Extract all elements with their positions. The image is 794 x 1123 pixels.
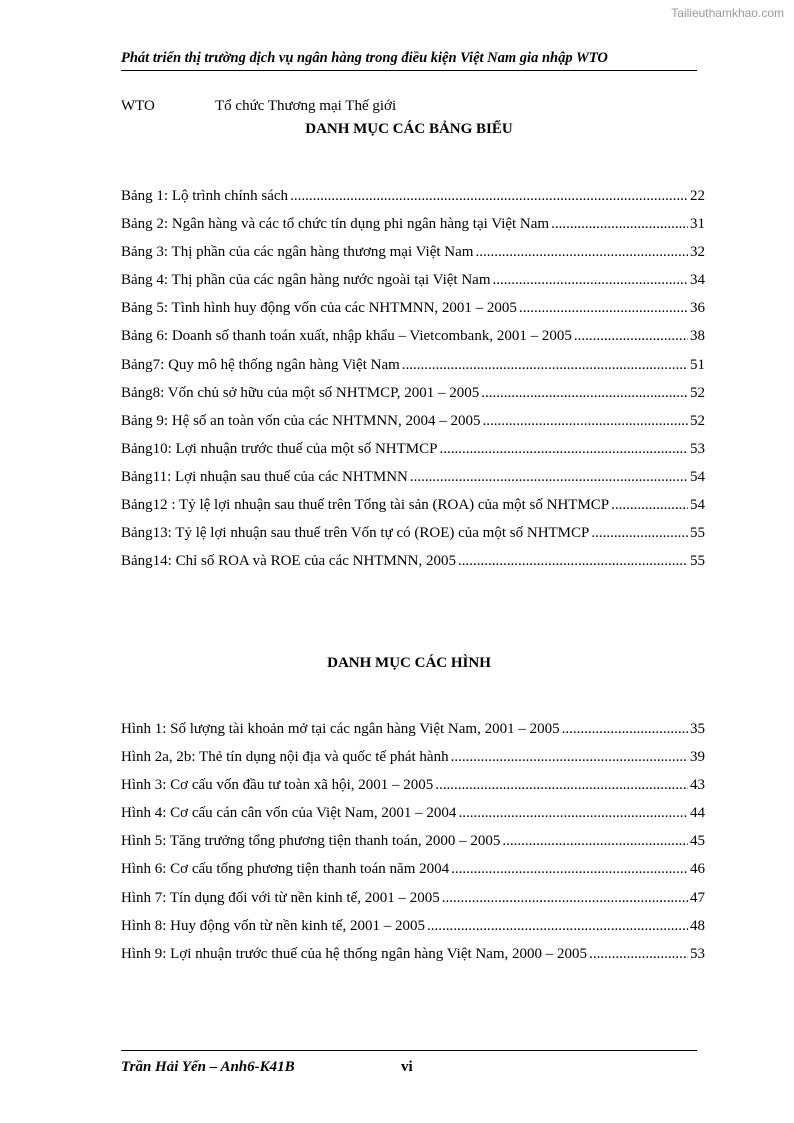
- toc-entry-page: 55: [690, 525, 705, 542]
- toc-entry-label: Bảng13: Tỷ lệ lợi nhuận sau thuế trên Vốn tự có (ROE) của một số NHTMCP: [121, 525, 590, 542]
- tables-list: [121, 187, 705, 580]
- toc-entry-label: Bảng 6: Doanh số thanh toán xuất, nhập khẩu – Vietcombank, 2001 – 2005: [121, 328, 572, 345]
- toc-entry-label: Bảng8: Vốn chủ sở hữu của một số NHTMCP, 2001 – 2005: [121, 384, 480, 401]
- toc-entry-label: Bảng 4: Thị phần của các ngân hàng nước ngoài tại Việt Nam: [121, 272, 491, 289]
- toc-entry-label: Hình 4: Cơ cấu cán cân vốn của Việt Nam, 2001 – 2004: [121, 805, 457, 822]
- toc-dot-leader: [458, 552, 688, 570]
- toc-entry-label: Bảng11: Lợi nhuận sau thuế của các NHTMNN: [121, 468, 408, 485]
- toc-entry-page: 51: [690, 356, 705, 373]
- toc-dot-leader: [481, 384, 688, 402]
- toc-entry[interactable]: [121, 804, 705, 832]
- toc-entry[interactable]: [121, 524, 705, 552]
- toc-dot-leader: [502, 832, 688, 850]
- toc-entry-label: Bảng10: Lợi nhuận trước thuế của một số NHTMCP: [121, 440, 438, 457]
- toc-entry[interactable]: [121, 187, 705, 215]
- toc-entry-page: 48: [690, 917, 705, 934]
- toc-entry[interactable]: [121, 412, 705, 440]
- toc-entry-label: Hình 7: Tín dụng đối với từ nền kinh tế, 2001 – 2005: [121, 889, 440, 906]
- toc-entry[interactable]: [121, 327, 705, 355]
- figures-section-title: DANH MỤC CÁC HÌNH: [327, 655, 491, 671]
- toc-entry[interactable]: [121, 384, 705, 412]
- toc-dot-leader: [589, 945, 688, 963]
- toc-entry-page: 31: [690, 216, 705, 233]
- toc-entry-page: 22: [690, 188, 705, 204]
- toc-entry[interactable]: [121, 748, 705, 776]
- toc-entry[interactable]: [121, 832, 705, 860]
- toc-dot-leader: [483, 412, 688, 430]
- toc-dot-leader: [458, 804, 688, 822]
- toc-dot-leader: [574, 327, 688, 345]
- toc-entry-page: 53: [690, 945, 705, 962]
- abbreviation-term: WTO: [121, 98, 155, 114]
- toc-dot-leader: [591, 524, 688, 542]
- toc-entry-label: Bảng 1: Lộ trình chính sách: [121, 188, 289, 204]
- toc-entry-page: 35: [690, 721, 705, 737]
- toc-entry-label: Bảng 2: Ngân hàng và các tổ chức tín dụng phi ngân hàng tại Việt Nam: [121, 216, 550, 233]
- toc-entry-page: 34: [690, 272, 705, 289]
- toc-entry-page: 38: [690, 328, 705, 345]
- abbreviation-definition: Tổ chức Thương mại Thế giới: [215, 98, 397, 114]
- toc-entry[interactable]: [121, 299, 705, 327]
- toc-entry-label: Bảng 5: Tình hình huy động vốn của các NHTMNN, 2001 – 2005: [121, 300, 517, 317]
- toc-entry-label: Bảng 9: Hệ số an toàn vốn của các NHTMNN, 2004 – 2005: [121, 412, 481, 429]
- toc-dot-leader: [290, 187, 688, 205]
- toc-dot-leader: [427, 917, 688, 935]
- toc-entry-label: Hình 6: Cơ cấu tổng phương tiện thanh toán năm 2004: [121, 861, 450, 878]
- toc-entry[interactable]: [121, 356, 705, 384]
- toc-entry-label: Hình 1: Số lượng tài khoản mở tại các ngân hàng Việt Nam, 2001 – 2005: [121, 721, 560, 737]
- toc-entry[interactable]: [121, 776, 705, 804]
- toc-entry-label: Bảng14: Chỉ số ROA và ROE của các NHTMNN, 2005: [121, 553, 456, 570]
- toc-entry-page: 45: [690, 833, 705, 850]
- toc-dot-leader: [493, 271, 689, 289]
- toc-entry[interactable]: [121, 468, 705, 496]
- toc-dot-leader: [611, 496, 688, 514]
- toc-entry-page: 36: [690, 300, 705, 317]
- toc-dot-leader: [551, 215, 688, 233]
- toc-entry[interactable]: [121, 945, 705, 973]
- toc-entry-label: Bảng7: Quy mô hệ thống ngân hàng Việt Nam: [121, 356, 400, 373]
- toc-entry-label: Hình 9: Lợi nhuận trước thuế của hệ thống ngân hàng Việt Nam, 2000 – 2005: [121, 945, 588, 962]
- toc-entry[interactable]: [121, 440, 705, 468]
- toc-entry-page: 52: [690, 412, 705, 429]
- toc-entry[interactable]: [121, 243, 705, 271]
- toc-dot-leader: [435, 776, 688, 794]
- figures-list: [121, 720, 705, 973]
- toc-entry-page: 47: [690, 889, 705, 906]
- toc-entry-page: 52: [690, 384, 705, 401]
- running-header: Phát triển thị trường dịch vụ ngân hàng trong điều kiện Việt Nam gia nhập WTO: [121, 50, 697, 71]
- toc-entry[interactable]: [121, 860, 705, 888]
- tables-section-title: DANH MỤC CÁC BẢNG BIỂU: [305, 121, 513, 137]
- toc-entry-label: Hình 3: Cơ cấu vốn đầu tư toàn xã hội, 2001 – 2005: [121, 777, 434, 794]
- toc-entry-page: 55: [690, 553, 705, 570]
- footer: [121, 1058, 697, 1076]
- footer-divider: [121, 1050, 697, 1051]
- toc-entry[interactable]: [121, 889, 705, 917]
- toc-entry[interactable]: [121, 215, 705, 243]
- toc-entry[interactable]: [121, 917, 705, 945]
- toc-dot-leader: [439, 440, 688, 458]
- toc-dot-leader: [451, 748, 688, 766]
- toc-dot-leader: [519, 299, 688, 317]
- toc-entry-page: 54: [690, 468, 705, 485]
- toc-dot-leader: [562, 720, 688, 738]
- watermark: Tailieuthamkhao.com: [671, 6, 784, 20]
- toc-entry-page: 32: [690, 244, 705, 261]
- toc-dot-leader: [442, 889, 688, 907]
- toc-entry-label: Bảng 3: Thị phần của các ngân hàng thương mại Việt Nam: [121, 244, 474, 261]
- toc-dot-leader: [410, 468, 688, 486]
- toc-dot-leader: [402, 356, 688, 374]
- toc-entry-page: 53: [690, 440, 705, 457]
- toc-entry-label: Hình 2a, 2b: Thẻ tín dụng nội địa và quốc tế phát hành: [121, 749, 449, 766]
- toc-entry-page: 39: [690, 749, 705, 766]
- abbreviation-row: [121, 97, 396, 115]
- toc-entry[interactable]: [121, 271, 705, 299]
- toc-entry[interactable]: [121, 720, 705, 748]
- toc-entry-page: 54: [690, 497, 705, 514]
- toc-entry-label: Hình 8: Huy động vốn từ nền kinh tế, 2001 – 2005: [121, 917, 425, 934]
- toc-entry-label: Hình 5: Tăng trưởng tổng phương tiện thanh toán, 2000 – 2005: [121, 833, 501, 850]
- toc-entry-label: Bảng12 : Tỷ lệ lợi nhuận sau thuế trên Tổng tài sản (ROA) của một số NHTMCP: [121, 497, 610, 514]
- toc-entry[interactable]: [121, 552, 705, 580]
- footer-page-number: vi: [401, 1059, 413, 1075]
- toc-dot-leader: [475, 243, 688, 261]
- toc-entry-page: 46: [690, 861, 705, 878]
- toc-entry-page: 43: [690, 777, 705, 794]
- toc-entry[interactable]: [121, 496, 705, 524]
- toc-entry-page: 44: [690, 805, 705, 822]
- toc-dot-leader: [451, 860, 688, 878]
- footer-author: Trần Hải Yến – Anh6-K41B: [121, 1059, 295, 1075]
